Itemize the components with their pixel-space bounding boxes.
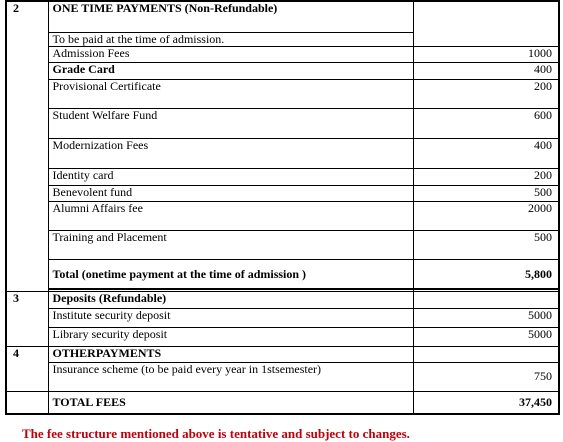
section2-total-amount: 5,800 — [413, 260, 559, 289]
section2-subheading: To be paid at the time of admission. — [48, 32, 413, 47]
section4-number: 4 — [6, 346, 48, 391]
section2-heading: ONE TIME PAYMENTS (Non-Refundable) — [48, 1, 413, 32]
table-row — [6, 185, 559, 202]
other-payment-label: Insurance scheme (to be paid every year in 1stsemester) — [48, 363, 413, 391]
section3-number: 3 — [6, 291, 48, 346]
fee-item-label: Modernization Fees — [48, 138, 413, 168]
table-row — [6, 47, 559, 63]
fee-item-amount: 400 — [413, 62, 559, 79]
section3-heading: Deposits (Refundable) — [48, 291, 413, 309]
other-payment-amount: 750 — [413, 363, 559, 391]
fee-item-label: Grade Card — [48, 62, 413, 79]
table-row — [6, 79, 559, 108]
deposit-amount: 5000 — [413, 309, 559, 328]
fee-item-amount: 400 — [413, 138, 559, 168]
table-row — [6, 231, 559, 260]
section2-number: 2 — [6, 1, 48, 291]
disclaimer-note: The fee structure mentioned above is tentative and subject to changes. — [22, 426, 410, 441]
table-row — [6, 328, 559, 347]
fee-item-amount: 500 — [413, 185, 559, 202]
table-row — [6, 363, 559, 391]
deposit-amount: 5000 — [413, 328, 559, 347]
section2-total-label: Total (onetime payment at the time of admission ) — [48, 260, 413, 289]
section4-heading: OTHERPAYMENTS — [48, 346, 413, 363]
deposit-label: Library security deposit — [48, 328, 413, 347]
deposit-label: Institute security deposit — [48, 309, 413, 328]
fee-item-amount: 200 — [413, 168, 559, 185]
table-row — [6, 202, 559, 231]
section2-total-row — [6, 260, 559, 289]
fee-item-label: Identity card — [48, 168, 413, 185]
fee-item-amount: 1000 — [413, 47, 559, 63]
table-row — [6, 108, 559, 138]
section2-heading-row — [6, 1, 559, 32]
table-row — [6, 309, 559, 328]
table-row — [6, 168, 559, 185]
fee-item-amount: 2000 — [413, 202, 559, 231]
fee-structure-table — [5, 0, 560, 415]
fee-item-label: Benevolent fund — [48, 185, 413, 202]
grand-total-amount: 37,450 — [413, 391, 559, 414]
fee-item-amount: 600 — [413, 108, 559, 138]
section2-heading-amount — [413, 1, 559, 47]
fee-item-label: Alumni Affairs fee — [48, 202, 413, 231]
fee-item-label: Student Welfare Fund — [48, 108, 413, 138]
fee-item-label: Provisional Certificate — [48, 79, 413, 108]
fee-item-amount: 500 — [413, 231, 559, 260]
section4-heading-row — [6, 346, 559, 363]
table-row — [6, 62, 559, 79]
grand-total-label: TOTAL FEES — [48, 391, 413, 414]
section3-heading-row — [6, 291, 559, 309]
grand-total-row — [6, 391, 559, 414]
fee-item-amount: 200 — [413, 79, 559, 108]
fee-item-label: Training and Placement — [48, 231, 413, 260]
fee-item-label: Admission Fees — [48, 47, 413, 63]
table-row — [6, 138, 559, 168]
